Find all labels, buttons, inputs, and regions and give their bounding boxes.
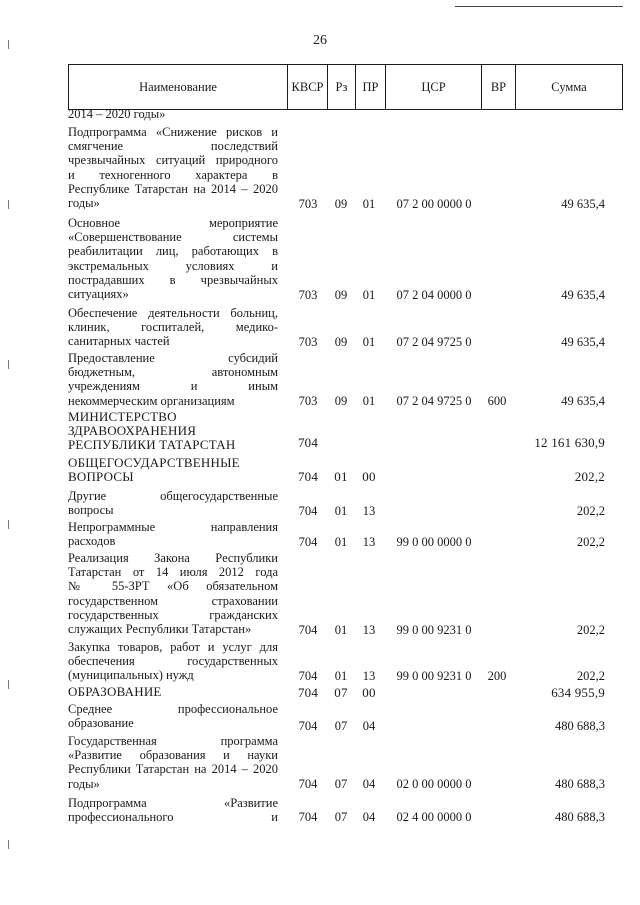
cell-kvsr: 704 [298, 668, 318, 683]
cell-pr: 13 [362, 503, 376, 518]
cell-rz: 09 [334, 196, 348, 211]
header-sum: Сумма [551, 79, 587, 94]
cell-sum: 12 161 630,9 [534, 434, 605, 450]
name-line: ЗДРАВООХРАНЕНИЯ [68, 423, 197, 439]
table-header [68, 64, 623, 110]
cell-pr: 13 [362, 668, 376, 683]
name-line: Другие общегосударственные [68, 489, 278, 503]
table-row [0, 410, 640, 454]
binding-mark [8, 840, 9, 849]
name-line: экстремальных условиях и [68, 258, 278, 273]
cell-pr: 01 [362, 393, 376, 408]
name-line: санитарных частей [68, 334, 170, 349]
cell-rz: 09 [334, 393, 348, 408]
cell-pr: 13 [362, 534, 376, 549]
table-row [0, 489, 640, 518]
table-row [0, 107, 640, 121]
row-name [68, 551, 278, 636]
cell-sum: 49 635,4 [561, 334, 605, 349]
table-row [0, 734, 640, 791]
cell-pr: 04 [362, 718, 376, 733]
cell-sum: 49 635,4 [561, 393, 605, 408]
cell-csr: 07 2 04 0000 0 [396, 287, 472, 302]
cell-vr: 200 [487, 668, 507, 683]
cell-rz: 01 [334, 503, 348, 518]
cell-csr: 02 4 00 0000 0 [396, 809, 472, 824]
table-row [0, 551, 640, 637]
name-line: служащих Республики Татарстан» [68, 622, 252, 637]
name-line: «Развитие образования и науки [68, 748, 278, 763]
cell-rz: 07 [334, 809, 348, 824]
row-name [68, 306, 278, 349]
table-row [0, 216, 640, 302]
table-row [0, 351, 640, 408]
header-csr: ЦСР [386, 65, 482, 109]
cell-kvsr: 703 [298, 393, 318, 408]
cell-csr: 07 2 04 9725 0 [396, 334, 472, 349]
cell-sum: 480 688,3 [555, 809, 605, 824]
name-line: государственных гражданских [68, 607, 278, 622]
name-line: расходов [68, 534, 116, 549]
cell-kvsr: 703 [298, 334, 318, 349]
cell-kvsr: 704 [297, 434, 319, 450]
cell-kvsr: 704 [298, 776, 318, 791]
cell-sum: 49 635,4 [561, 196, 605, 211]
cell-csr: 99 0 00 0000 0 [396, 534, 472, 549]
row-name [68, 351, 278, 408]
row-name [68, 410, 278, 453]
cell-sum: 634 955,9 [551, 684, 605, 700]
cell-rz: 01 [334, 534, 348, 549]
header-pr: ПР [356, 65, 386, 109]
cell-csr: 07 2 04 9725 0 [396, 393, 472, 408]
row-name [68, 734, 278, 791]
cell-sum: 202,2 [574, 468, 605, 484]
table-row [0, 702, 640, 733]
cell-pr: 00 [362, 684, 376, 700]
name-line: Среднее профессиональное [68, 702, 278, 716]
name-line: ОБРАЗОВАНИЕ [68, 684, 162, 699]
name-line: Татарстан от 14 июля 2012 года [68, 565, 278, 580]
name-line: и техногенного характера в [68, 167, 278, 182]
row-name [68, 640, 278, 683]
name-line: (муниципальных) нужд [68, 668, 194, 683]
name-line: смягчение последствий [68, 139, 278, 154]
cell-pr: 01 [362, 287, 376, 302]
name-line: Республике Татарстан на 2014 – 2020 [68, 181, 278, 196]
row-name [68, 685, 278, 699]
cell-rz: 07 [334, 776, 348, 791]
header-kvsr: КВСР [288, 65, 328, 109]
cell-csr: 99 0 00 9231 0 [396, 622, 472, 637]
name-line: Подпрограмма «Снижение рисков и [68, 125, 278, 139]
page-edge-line [455, 6, 623, 7]
cell-kvsr: 704 [297, 684, 319, 700]
cell-pr: 01 [362, 334, 376, 349]
name-line: № 55-ЗРТ «Об обязательном [68, 579, 278, 594]
row-name [68, 702, 278, 730]
name-line: Государственная программа [68, 734, 278, 748]
name-line: РЕСПУБЛИКИ ТАТАРСТАН [68, 437, 236, 453]
cell-pr: 04 [362, 776, 376, 791]
name-line: ВОПРОСЫ [68, 469, 134, 485]
table-row [0, 685, 640, 700]
table-row [0, 456, 640, 486]
table-row [0, 520, 640, 549]
cell-kvsr: 704 [298, 622, 318, 637]
cell-sum: 202,2 [576, 622, 605, 637]
cell-sum: 480 688,3 [555, 718, 605, 733]
name-line: обеспечения государственных [68, 654, 278, 669]
name-line: МИНИСТЕРСТВО [68, 409, 177, 424]
cell-rz: 01 [334, 622, 348, 637]
name-line: государственном страховании [68, 593, 278, 608]
name-line: Республики Татарстан на 2014 – 2020 [68, 762, 278, 777]
cell-rz: 07 [334, 718, 348, 733]
table-row [0, 796, 640, 824]
row-name [68, 107, 278, 121]
name-line: учреждениям и иным [68, 379, 278, 394]
cell-csr: 07 2 00 0000 0 [396, 196, 472, 211]
name-line: ситуациях» [68, 287, 129, 302]
cell-sum: 202,2 [576, 668, 605, 683]
row-name [68, 216, 278, 301]
name-line: Непрограммные направления [68, 520, 278, 534]
cell-rz: 09 [334, 334, 348, 349]
name-line: «Совершенствование системы [68, 230, 278, 245]
name-line: бюджетным, автономным [68, 365, 278, 380]
row-name [68, 796, 278, 824]
name-line: некоммерческим организациям [68, 393, 235, 408]
header-rz: Рз [328, 65, 356, 109]
name-line: пострадавших в чрезвычайных [68, 272, 278, 287]
header-vr: ВР [482, 65, 516, 109]
row-name [68, 125, 278, 210]
table-row [0, 125, 640, 211]
cell-kvsr: 704 [298, 534, 318, 549]
cell-pr: 01 [362, 196, 376, 211]
cell-kvsr: 703 [298, 287, 318, 302]
row-name [68, 520, 278, 548]
cell-vr: 600 [487, 393, 507, 408]
name-line: ОБЩЕГОСУДАРСТВЕННЫЕ [68, 455, 240, 470]
name-line: вопросы [68, 503, 114, 518]
name-line: Основное мероприятие [68, 216, 278, 230]
name-line: Реализация Закона Республики [68, 551, 278, 565]
name-line: Подпрограмма «Развитие [68, 796, 278, 810]
name-line: реабилитации лиц, работающих в [68, 244, 278, 259]
cell-kvsr: 703 [298, 196, 318, 211]
cell-csr: 99 0 00 9231 0 [396, 668, 472, 683]
cell-pr: 13 [362, 622, 376, 637]
cell-pr: 04 [362, 809, 376, 824]
name-line: профессионального и [68, 810, 278, 825]
name-line: Обеспечение деятельности больниц, [68, 306, 278, 320]
page-number: 26 [313, 33, 327, 48]
name-line: образование [68, 716, 134, 731]
name-line: годы» [68, 196, 100, 211]
cell-kvsr: 704 [298, 718, 318, 733]
cell-kvsr: 704 [297, 468, 319, 484]
table-row [0, 306, 640, 349]
cell-csr: 02 0 00 0000 0 [396, 776, 472, 791]
table-row [0, 640, 640, 683]
name-line: чрезвычайных ситуаций природного [68, 153, 278, 168]
cell-rz: 09 [334, 287, 348, 302]
cell-pr: 00 [362, 468, 376, 484]
name-line: годы» [68, 776, 100, 791]
cell-rz: 01 [334, 468, 348, 484]
cell-kvsr: 704 [298, 809, 318, 824]
cell-rz: 01 [334, 668, 348, 683]
name-line: клиник, госпиталей, медико- [68, 320, 278, 335]
cell-kvsr: 704 [298, 503, 318, 518]
cell-sum: 202,2 [576, 534, 605, 549]
row-name [68, 489, 278, 517]
name-line: Предоставление субсидий [68, 351, 278, 365]
cell-rz: 07 [334, 684, 348, 700]
cell-sum: 480 688,3 [555, 776, 605, 791]
name-line: 2014 – 2020 годы» [68, 107, 166, 121]
cell-sum: 49 635,4 [561, 287, 605, 302]
name-line: Закупка товаров, работ и услуг для [68, 640, 278, 654]
header-name: Наименование [69, 65, 288, 109]
cell-sum: 202,2 [576, 503, 605, 518]
row-name [68, 456, 278, 484]
